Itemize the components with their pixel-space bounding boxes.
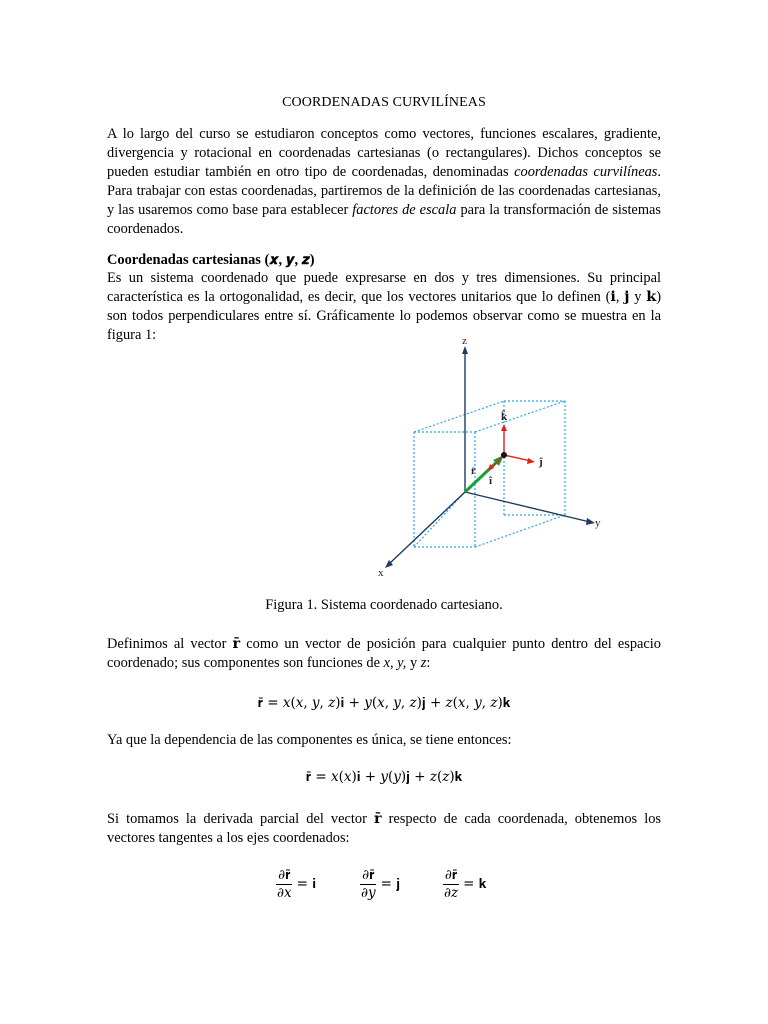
vector-r-symbol: 𝐫̄ (232, 636, 241, 652)
dotted-box (414, 401, 565, 547)
fraction-z (442, 867, 460, 902)
partial-derivative-x (275, 867, 316, 902)
label-x: x (378, 567, 384, 579)
intro-emphasis-factores: factores de escala (352, 202, 457, 218)
fraction-y (359, 867, 378, 902)
document-page (107, 0, 661, 1024)
pos-text-2: como un vector de posición para cualquier punto dentro del espacio coordenado; sus componentes son funciones de (107, 636, 662, 671)
label-z: z (462, 335, 467, 347)
intro-text-1: A lo largo del curso se estudiaron conceptos como vectores, funciones escalares, gradiente, divergencia y rotacional en coordenadas cartesianas (o rectangulares). Dichos conceptos se pueden estudiar también en otro tipo de coordenadas, denominadas (107, 126, 661, 180)
pos-colon: : (426, 655, 431, 671)
pos-and: y (406, 655, 421, 671)
box-edge (414, 492, 465, 547)
sep-2: y (629, 289, 647, 305)
intro-emphasis-curvilineas: coordenadas curvilíneas (514, 164, 658, 180)
y-axis (465, 492, 590, 522)
pos-text-1: Definimos al vector (107, 636, 233, 652)
label-k: k̂ (501, 411, 508, 423)
pos-vars: x, y, (383, 655, 407, 671)
fraction-numerator: ∂𝐫̄ (278, 867, 291, 883)
equation-position-vector: 𝐫̄ = 𝑥(𝑥, 𝑦, 𝑧)𝐢 + 𝑦(𝑥, 𝑦, 𝑧)𝐣 + 𝑧(𝑥, 𝑦, 𝑧)𝐤 (257, 695, 511, 711)
pos-z: z (420, 655, 427, 671)
vector-r-symbol-2: 𝐫̄ (373, 811, 382, 827)
sep-1: , (615, 289, 625, 305)
x-axis (389, 492, 465, 564)
cartesian-text-2: ) son todos perpendiculares entre sí. Gráficamente lo podemos observar como se muestra en la figura 1: (107, 289, 661, 343)
label-i: î (489, 475, 493, 487)
label-y: y (595, 517, 601, 529)
unit-k-arrowhead (501, 424, 507, 431)
unit-i-symbol: 𝐢 (610, 289, 616, 305)
intro-text-2: . Para trabajar con estas coordenadas, partiremos de la definición de las coordenadas cartesianas, y las usaremos como base para establecer (107, 164, 661, 218)
fraction-denominator: ∂𝑥 (277, 885, 292, 901)
fraction-result: = 𝐢 (296, 876, 316, 892)
dependence-paragraph: Ya que la dependencia de las componentes es única, se tiene entonces: (107, 732, 512, 748)
unit-vector-j (504, 455, 531, 461)
fraction-result: = 𝐣 (380, 876, 400, 892)
label-j: ĵ (539, 456, 543, 468)
deriv-text-1: Si tomamos la derivada parcial del vector (107, 811, 374, 827)
box-edge (475, 515, 565, 547)
unit-vectors (491, 428, 531, 468)
position-vector-paragraph (107, 635, 661, 673)
document-title: COORDENADAS CURVILÍNEAS (282, 95, 486, 110)
box-edge (475, 401, 565, 432)
equation-simplified-vector: 𝐫̄ = 𝑥(𝑥)𝐢 + 𝑦(𝑦)𝐣 + 𝑧(𝑧)𝐤 (305, 769, 463, 785)
fraction-denominator: ∂𝑦 (361, 885, 376, 901)
label-r: r̄ (471, 466, 476, 477)
unit-j-symbol: 𝐣 (624, 289, 630, 305)
fraction-denominator: ∂𝑧 (444, 885, 459, 901)
figure-cartesian-system (347, 332, 637, 582)
partial-derivative-z (442, 867, 486, 902)
coordinate-axes (389, 350, 590, 564)
box-edge (414, 401, 504, 432)
fraction-x (275, 867, 294, 902)
cartesian-text-1: Es un sistema coordenado que puede expresarse en dos y tres dimensiones. Su principal característica es la ortogonalidad, es decir, que los vectores unitarios que lo definen ( (107, 270, 661, 305)
figure-caption: Figura 1. Sistema coordenado cartesiano. (265, 597, 503, 613)
fraction-numerator: ∂𝐫̄ (362, 867, 375, 883)
cartesian-diagram (347, 332, 637, 582)
partial-derivative-y (359, 867, 400, 902)
point-marker (501, 452, 507, 458)
unit-k-symbol: 𝐤 (646, 289, 657, 305)
unit-j-arrowhead (527, 458, 535, 464)
fraction-numerator: ∂𝐫̄ (444, 867, 458, 883)
derivative-paragraph (107, 810, 661, 848)
y-axis-arrowhead (586, 518, 595, 525)
deriv-text-2: respecto de cada coordenada, obtenemos los vectores tangentes a los ejes coordenados: (107, 811, 661, 846)
intro-paragraph (107, 125, 661, 239)
intro-text-3: para la transformación de sistemas coordenados. (107, 202, 662, 237)
section-heading: Coordenadas cartesianas (𝒙, 𝒚, 𝒛) (107, 252, 315, 268)
z-axis-arrowhead (462, 346, 468, 354)
fraction-result: = 𝐤 (463, 876, 487, 892)
